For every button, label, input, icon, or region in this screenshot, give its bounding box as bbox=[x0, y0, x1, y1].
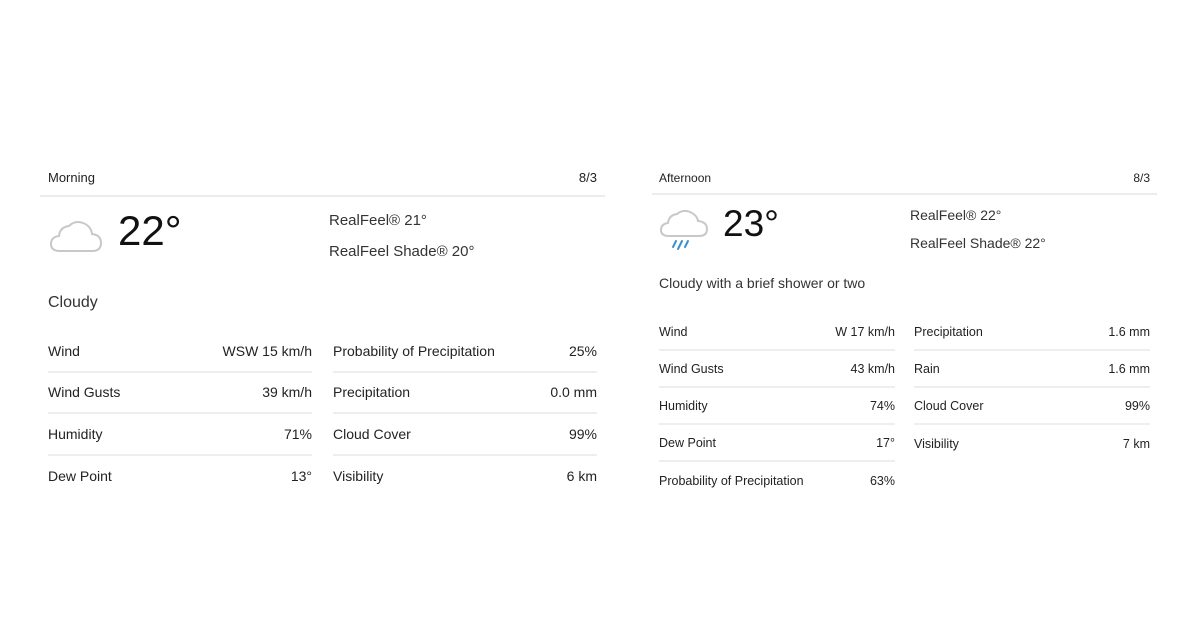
detail-label: Wind bbox=[48, 342, 80, 359]
detail-label: Visibility bbox=[333, 468, 384, 485]
detail-label: Precipitation bbox=[333, 384, 411, 401]
date: 8/3 bbox=[1133, 170, 1150, 185]
detail-label: Visibility bbox=[914, 436, 959, 451]
date: 8/3 bbox=[578, 170, 597, 185]
detail-label: Wind bbox=[659, 324, 688, 339]
detail-value: 25% bbox=[568, 342, 597, 359]
detail-row bbox=[659, 351, 895, 388]
detail-value: 39 km/h bbox=[262, 384, 312, 401]
afternoon-forecast-card bbox=[652, 162, 1157, 499]
detail-label: Precipitation bbox=[914, 324, 983, 339]
detail-label: Wind Gusts bbox=[659, 361, 724, 376]
detail-row bbox=[333, 456, 597, 498]
detail-row bbox=[914, 351, 1150, 388]
temperature: 22° bbox=[118, 207, 182, 254]
detail-value: W 17 km/h bbox=[835, 324, 895, 339]
detail-row bbox=[48, 373, 312, 415]
condition-text: Cloudy with a brief shower or two bbox=[659, 275, 866, 291]
realfeel: RealFeel® 22° bbox=[910, 207, 1002, 223]
detail-row bbox=[48, 414, 312, 456]
detail-row bbox=[914, 314, 1150, 351]
detail-row bbox=[333, 373, 597, 415]
detail-value: 99% bbox=[1124, 398, 1150, 413]
detail-value: 43 km/h bbox=[850, 361, 895, 376]
detail-value: 71% bbox=[283, 425, 312, 442]
detail-row bbox=[659, 462, 895, 499]
detail-row bbox=[333, 414, 597, 456]
detail-value: WSW 15 km/h bbox=[222, 342, 312, 359]
realfeel-shade: RealFeel Shade® 22° bbox=[910, 235, 1046, 251]
realfeel: RealFeel® 21° bbox=[329, 212, 427, 229]
detail-label: Cloud Cover bbox=[914, 398, 984, 413]
current-conditions bbox=[652, 195, 1157, 277]
detail-label: Rain bbox=[914, 361, 940, 376]
detail-row bbox=[659, 388, 895, 425]
detail-row bbox=[333, 331, 597, 373]
card-header bbox=[652, 162, 1157, 195]
detail-value: 7 km bbox=[1122, 436, 1150, 451]
detail-label: Dew Point bbox=[48, 468, 112, 485]
details-right bbox=[333, 331, 597, 497]
details-left bbox=[659, 314, 895, 499]
detail-value: 0.0 mm bbox=[550, 384, 597, 401]
details-left bbox=[48, 331, 312, 497]
realfeel-shade: RealFeel Shade® 20° bbox=[329, 243, 475, 260]
detail-label: Humidity bbox=[659, 398, 708, 413]
detail-row bbox=[48, 331, 312, 373]
detail-value: 74% bbox=[869, 398, 895, 413]
detail-label: Wind Gusts bbox=[48, 384, 121, 401]
period-title: Afternoon bbox=[659, 170, 712, 185]
detail-value: 99% bbox=[568, 425, 597, 442]
detail-label: Humidity bbox=[48, 425, 103, 442]
detail-row bbox=[914, 425, 1150, 462]
detail-value: 6 km bbox=[566, 468, 597, 485]
detail-row bbox=[48, 456, 312, 498]
current-conditions bbox=[40, 197, 605, 289]
detail-value: 17° bbox=[876, 435, 895, 450]
detail-value: 63% bbox=[869, 473, 895, 488]
detail-value: 1.6 mm bbox=[1108, 361, 1150, 376]
detail-label: Cloud Cover bbox=[333, 425, 411, 442]
cloud-icon bbox=[50, 219, 102, 258]
detail-value: 13° bbox=[290, 468, 312, 485]
condition-text: Cloudy bbox=[48, 294, 98, 311]
cloud-rain-icon bbox=[660, 209, 708, 260]
temperature: 23° bbox=[723, 203, 779, 244]
morning-forecast-card bbox=[40, 160, 605, 497]
period-title: Morning bbox=[48, 170, 95, 185]
details-right bbox=[914, 314, 1150, 499]
card-header bbox=[40, 160, 605, 197]
detail-label: Dew Point bbox=[659, 435, 716, 450]
detail-label: Probability of Precipitation bbox=[659, 473, 804, 488]
detail-label: Probability of Precipitation bbox=[333, 342, 495, 359]
detail-row bbox=[914, 388, 1150, 425]
detail-row bbox=[659, 425, 895, 462]
detail-row bbox=[659, 314, 895, 351]
detail-value: 1.6 mm bbox=[1108, 324, 1150, 339]
